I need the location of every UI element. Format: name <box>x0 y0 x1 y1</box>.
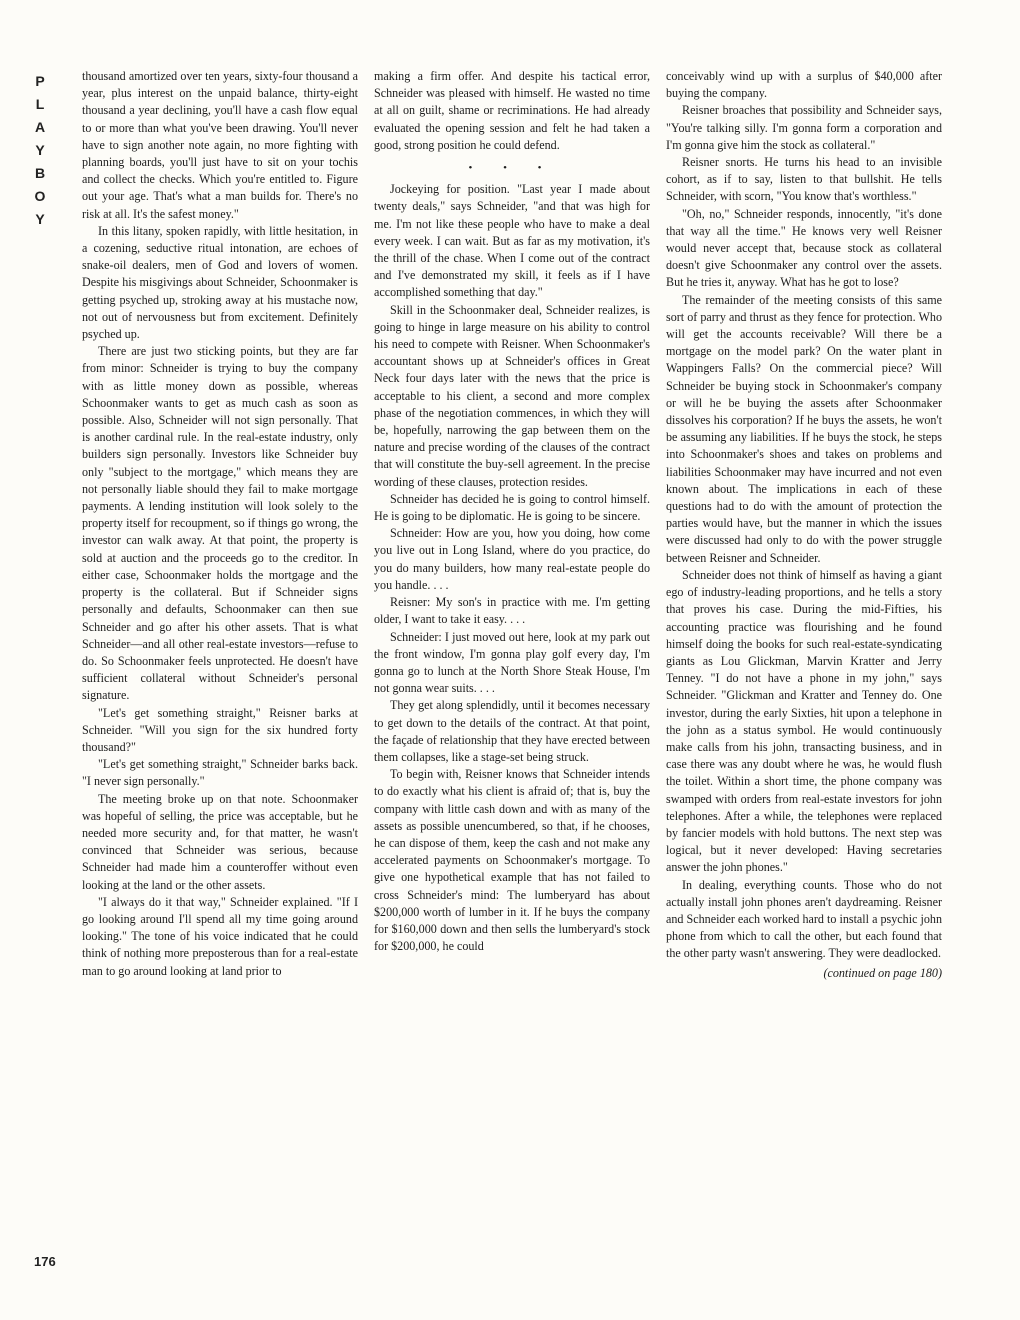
paragraph: "Let's get something straight," Reisner barks at Schneider. "Will you sign for the six hundred forty thousand?" <box>82 705 358 754</box>
paragraph: "Oh, no," Schneider responds, innocently, "it's done that way all the time." He knows very well Reisner would never accept that, because stock as collateral doesn't give Schoonmaker any control over the assets. But he tries it, anyway. What has he got to lose? <box>666 206 942 290</box>
masthead-letter: L <box>35 96 45 112</box>
paragraph: The remainder of the meeting consists of this same sort of parry and thrust as they fence for protection. Who will get the accounts receivable? Will there be a mortgage on the model park? On the water plant in Wappingers Falls? On the commercial piece? Will Schneider be buying stock in Schoonmaker's company or will he be buying the assets after Schoonmaker dissolves his corporation? If he buys the assets, he won't be assuming any liabilities. If he buys the stock, he steps into Schoonmaker's shoes and takes on problems and liabilities Schoonmaker may have incurred and not even known about. The implications in each of these questions had to do with the amount of protection the parties would have, but the manner in which the issues were discussed had only to do with the power struggle between Reisner and Schneider. <box>666 292 942 565</box>
paragraph: Skill in the Schoonmaker deal, Schneider realizes, is going to hinge in large measure on his ability to control his need to compete with Reisner. When Schoonmaker's accountant shows up at Schneider's offices in Great Neck four days later with the news that the price is acceptable to his client, a second and more complex phase of the negotiation commences, in which they will be, hopefully, narrowing the gap between them on the nature and precise wording of the clauses of the contract that will constitute the buy-sell agreement. In the precise wording of these clauses, protection resides. <box>374 302 650 489</box>
paragraph: Reisner broaches that possibility and Schneider says, "You're talking silly. I'm gonna form a corporation and I'm gonna give him the stock as collateral." <box>666 103 942 152</box>
masthead-letter: Y <box>35 211 45 227</box>
paragraph: Schneider does not think of himself as having a giant ego of industry-leading proportions, and he tells a story that proves his case. During the mid-Fifties, his accounting practice was flourishing and he found himself doing the books for such real-estate-syndicating giants as Lou Glickman, Marvin Kratter and Jerry Tenney. "I do not have a phone in my john," says Schneider. "Glickman and Kratter and Tenney do. One investor, during the early Sixties, hit upon a telephone in the john as a status symbol. He would continuously make calls from his john, transacting business, and in case there was any doubt where he was, he would flush the toilet. Within a short time, the phone company was swamped with orders from real-estate investors for john telephones. After a while, the telephones were replaced by fancier models with hold buttons. The next step was logical, but it never developed: Having secretaries answer the john phones." <box>666 567 942 875</box>
paragraph: making a firm offer. And despite his tactical error, Schneider was pleased with himself. He wasted no time at all on guilt, shame or recriminations. He had already evaluated the opening session and felt he had taken a good, strong position he could defend. <box>374 69 650 152</box>
paragraph: Jockeying for position. "Last year I made about twenty deals," says Schneider, "and that was high for me. I'm not like these people who have to make a deal every week. I can wait. But as far as my motivation, it's the thrill of the chase. When I come out of the contract and I've demonstrated my skill, it feels as if I have accomplished something that day." <box>374 182 650 300</box>
paragraph: Schneider: How are you, how you doing, how come you live out in Long Island, where do you practice, do you do many builders, how many real-estate people do you handle. . . . <box>374 526 650 592</box>
masthead-letter: A <box>34 119 46 135</box>
paragraph: "I always do it that way," Schneider explained. "If I go looking around I'll spend all my time going around looking." The tone of his voice indicated that he could think of nothing more preposterous than for a real-estate man to go around looking at land prior to <box>82 894 358 978</box>
masthead-letter: Y <box>35 142 45 158</box>
paragraph: Reisner snorts. He turns his head to an invisible cohort, as if to say, listen to that bullshit. He tells Schneider, with scorn, "You know that's worthless." <box>666 155 942 204</box>
continuation-note: (continued on page 180) <box>823 965 942 980</box>
paragraph: To begin with, Reisner knows that Schneider intends to do exactly what his client is afraid of; that is, buy the company with little cash down and with as many of the assets as possible unencumbered, so that, if he chooses, he can dispose of them, keep the cash and not make any accelerated payments on Schoonmaker's mortgage. To give one hypothetical example that has not failed to cross Schneider's mind: The lumberyard has about $200,000 worth of lumber in it. If he buys the company for $160,000 down and then sells the lumberyard's stock for $200,000, he could <box>374 767 650 954</box>
paragraph: "Let's get something straight," Schneider barks back. "I never sign personally." <box>82 757 358 789</box>
text-column-1 <box>82 68 358 980</box>
paragraph: There are just two sticking points, but they are far from minor: Schneider is trying to buy the company with as little money down as possible, whereas Schoonmaker wants to get as much cash as soon as possible. Also, Schneider will not sign personally. That is another cardinal rule. In the real-estate industry, only builders sign personally. Investors like Schneider buy only "subject to the mortgage," which means they are not personally liable should they fail to make mortgage payments. A lending institution will look solely to the property itself for recoupment, so if things go wrong, the investor can walk away. At that point, the property is sold at auction and the proceeds go to the creditor. In either case, Schoonmaker holds the mortgage and the property is the collateral. But if Schneider signs personally and defaults, Schoonmaker can then sue Schneider and go after his other assets. That is what Schneider—and all other real-estate investors—refuse to do. So Schoonmaker feels unprotected. He doesn't have sufficient collateral without Schneider's personal signature. <box>82 344 358 703</box>
paragraph: Schneider: I just moved out here, look at my park out the front window, I'm gonna play golf every day, I'm gonna go to lunch at the North Shore Steak House, I'm not gonna wear suits. . . . <box>374 629 650 696</box>
text-column-2 <box>374 68 650 955</box>
paragraph: The meeting broke up on that note. Schoonmaker was hopeful of selling, the price was acceptable, but he needed more security and, for that matter, he wasn't convinced that Schneider was serious, because Schneider had made him a counteroffer without even looking at the land or the other assets. <box>82 791 358 892</box>
paragraph: In dealing, everything counts. Those who do not actually install john phones aren't daydreaming. Reisner and Schneider each worked hard to install a psychic john phone from which to call the other, but each found that the other party wasn't answering. They were deadlocked. <box>666 877 942 961</box>
section-separator: • • • <box>468 162 556 175</box>
page-number: 176 <box>34 1254 56 1269</box>
masthead-letter: O <box>34 188 46 204</box>
paragraph: In this litany, spoken rapidly, with little hesitation, in a cozening, seductive ritual intonation, are echoes of snake-oil dealers, men of God and lovers of women. Despite his misgivings about Schneider, Schoonmaker is getting psyched up, stroking away at his mustache now, not out of nervousness but from excitement. Definitely psyched up. <box>82 223 358 342</box>
paragraph: Reisner: My son's in practice with me. I'm getting older, I want to take it easy. . . . <box>374 595 650 627</box>
paragraph: They get along splendidly, until it becomes necessary to get down to the details of the contract. At that point, the façade of relationship that they have erected between them collapses, like a stage-set being struck. <box>374 698 650 764</box>
magazine-masthead <box>20 70 60 231</box>
paragraph: Schneider has decided he is going to control himself. He is going to be diplomatic. He is going to be sincere. <box>374 491 650 524</box>
text-column-3 <box>666 68 942 982</box>
paragraph: thousand amortized over ten years, sixty-four thousand a year, plus interest on the unpaid balance, thirty-eight thousand a year declining, you'll have a cash flow equal to or more than what you've been drawing. You'll never have to sign another note again, no more fighting with planning boards, you'll just have to sit on your tochis and collect the checks. Which you're entitled to. Figure out your age. That's what a man builds for. There's no risk at all. It's the safest money." <box>82 69 358 221</box>
masthead-letter: B <box>34 165 46 181</box>
masthead-letter: P <box>35 73 45 89</box>
paragraph: conceivably wind up with a surplus of $40,000 after buying the company. <box>666 69 942 101</box>
